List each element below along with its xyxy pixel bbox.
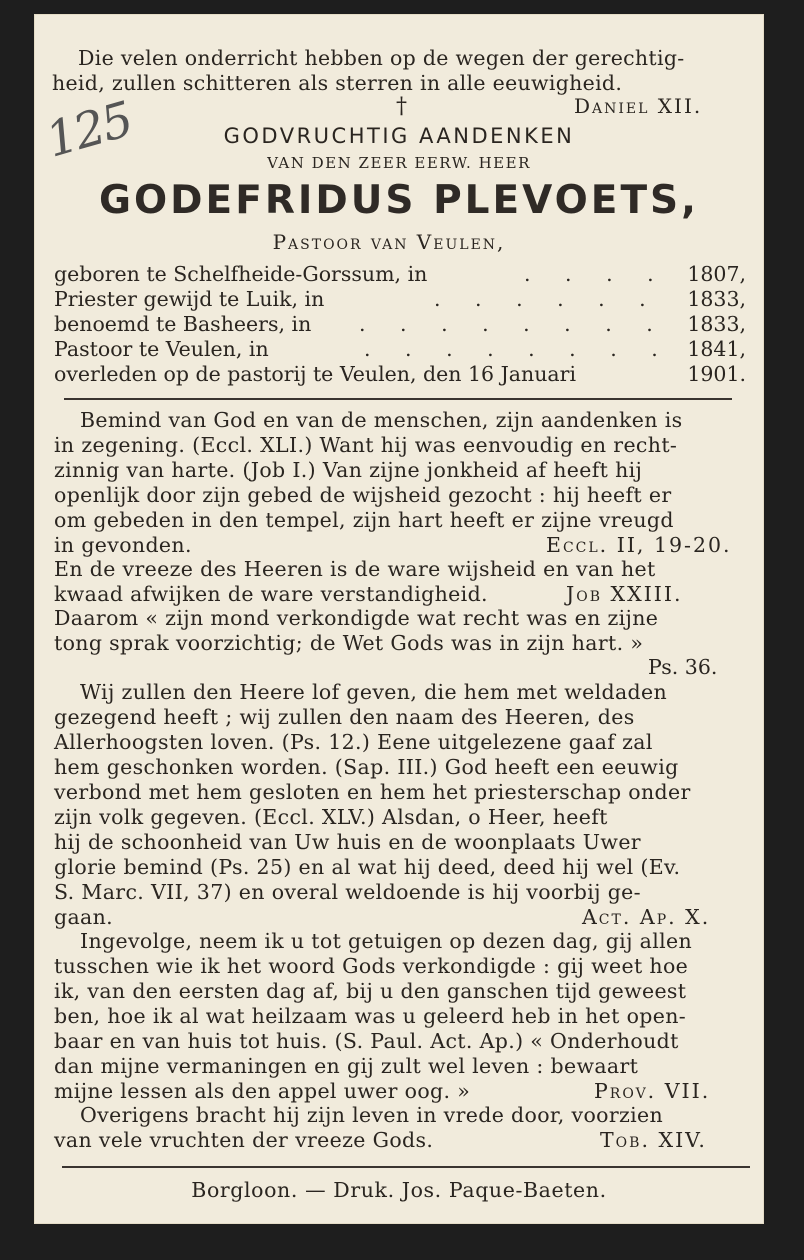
body-line: tong sprak voorzichtig; de Wet Gods was in zijn hart. » (54, 631, 644, 655)
body-line: Allerhoogsten loven. (Ps. 12.) Eene uitgelezene gaaf zal (54, 730, 653, 754)
body-line: hij de schoonheid van Uw huis en de woonplaats Uwer (54, 830, 641, 854)
date-year: 1833, (687, 312, 746, 336)
epigraph-reference: Daniel XII. (574, 94, 703, 118)
body-line: glorie bemind (Ps. 25) en al wat hij deed, deed hij wel (Ev. (54, 855, 681, 879)
body-line: openlijk door zijn gebed de wijsheid gezocht : hij heeft er (54, 483, 672, 507)
reference-job: Job XXIII. (566, 582, 683, 606)
date-label: geboren te Schelfheide-Gorssum, in (54, 262, 428, 286)
reference-ps36: Ps. 36. (648, 655, 718, 679)
body-line: gaan. (54, 905, 114, 929)
body-line: zinnig van harte. (Job I.) Van zijne jonkheid af heeft hij (54, 458, 643, 482)
printer-footer: Borgloon. — Druk. Jos. Paque-Baeten. (191, 1178, 607, 1202)
date-dots: . . . . . . . . (359, 312, 667, 336)
deceased-role: Pastoor van Veulen, (272, 230, 506, 254)
body-line: Wij zullen den Heere lof geven, die hem met weldaden (80, 680, 668, 704)
date-row (54, 262, 746, 286)
body-line: Daarom « zijn mond verkondigde wat recht was en zijne (54, 606, 659, 630)
date-year: 1807, (687, 262, 746, 286)
body-line: ik, van den eersten dag af, bij u den ganschen tijd geweest (54, 979, 687, 1003)
body-line: dan mijne vermaningen en gij zult wel leven : bewaart (54, 1054, 639, 1078)
card-subtitle: VAN DEN ZEER EERW. HEER (267, 154, 531, 172)
body-line: Bemind van God en van de menschen, zijn aandenken is (80, 408, 683, 432)
epigraph-line-1: Die velen onderricht hebben op de wegen der gerechtig- (78, 46, 685, 70)
reference-act: Act. Ap. X. (582, 905, 711, 929)
date-dots: . . . . (524, 262, 668, 286)
body-line: hem geschonken worden. (Sap. III.) God heeft een eeuwig (54, 755, 679, 779)
date-row (54, 287, 746, 311)
body-line: in zegening. (Eccl. XLI.) Want hij was eenvoudig en recht- (54, 433, 678, 457)
body-line: Ingevolge, neem ik u tot getuigen op dezen dag, gij allen (80, 929, 693, 953)
body-line: baar en van huis tot huis. (S. Paul. Act. Ap.) « Onderhoudt (54, 1029, 679, 1053)
body-line: ben, hoe ik al wat heilzaam was u geleerd heb in het open- (54, 1004, 687, 1028)
date-year: 1841, (687, 337, 746, 361)
epigraph-line-2: heid, zullen schitteren als sterren in alle eeuwigheid. (52, 71, 623, 95)
body-line: zijn volk gegeven. (Eccl. XLV.) Alsdan, o Heer, heeft (54, 805, 608, 829)
body-line: S. Marc. VII, 37) en overal weldoende is hij voorbij ge- (54, 880, 641, 904)
body-line: gezegend heeft ; wij zullen den naam des Heeren, des (54, 705, 635, 729)
body-line: in gevonden. (54, 533, 192, 557)
body-line: om gebeden in den tempel, zijn hart heeft er zijne vreugd (54, 508, 674, 532)
date-year: 1901. (687, 362, 746, 386)
cross-symbol: † (396, 94, 407, 119)
body-line: tusschen wie ik het woord Gods verkondigde : gij weet hoe (54, 954, 689, 978)
divider-top (64, 398, 732, 400)
date-row (54, 337, 746, 361)
deceased-name: GODEFRIDUS PLEVOETS, (99, 178, 699, 223)
date-dots: . . . . . . . . (364, 337, 672, 361)
body-line: En de vreeze des Heeren is de ware wijsheid en van het (54, 557, 656, 581)
body-line: van vele vruchten der vreeze Gods. (54, 1128, 434, 1152)
date-label: Pastoor te Veulen, in (54, 337, 269, 361)
reference-tob: Tob. XIV. (600, 1128, 707, 1152)
reference-prov: Prov. VII. (594, 1079, 711, 1103)
reference-eccl: Eccl. II, 19-20. (546, 533, 732, 557)
body-line: kwaad afwijken de ware verstandigheid. (54, 582, 488, 606)
date-row (54, 362, 746, 386)
handwritten-number: 125 (39, 91, 138, 169)
body-line: Overigens bracht hij zijn leven in vrede door, voorzien (80, 1103, 664, 1127)
date-dots: . . . . . . (434, 287, 660, 311)
card-title: GODVRUCHTIG AANDENKEN (223, 124, 575, 148)
divider-bottom (62, 1166, 750, 1168)
date-row (54, 312, 746, 336)
memorial-card (34, 14, 764, 1224)
date-label: Priester gewijd te Luik, in (54, 287, 325, 311)
date-label: benoemd te Basheers, in (54, 312, 312, 336)
date-label: overleden op de pastorij te Veulen, den 16 Januari (54, 362, 577, 386)
body-line: verbond met hem gesloten en hem het priesterschap onder (54, 780, 691, 804)
date-year: 1833, (687, 287, 746, 311)
body-line: mijne lessen als den appel uwer oog. » (54, 1079, 471, 1103)
